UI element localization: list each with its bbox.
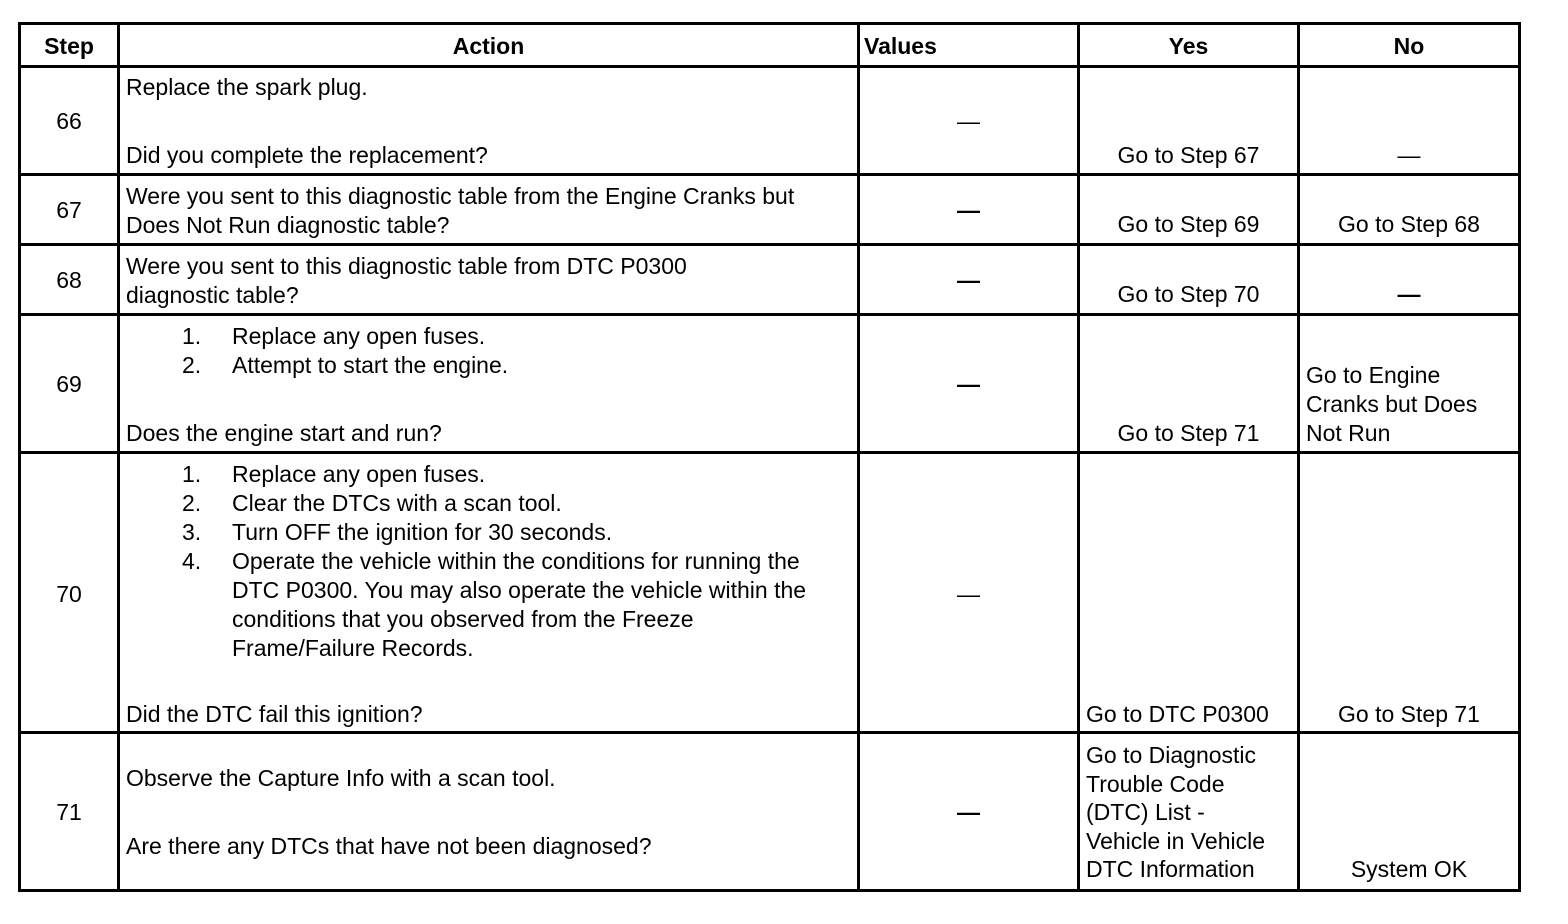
row-divider bbox=[21, 173, 1518, 176]
no-67: Go to Step 68 bbox=[1338, 211, 1480, 237]
no-70: Go to Step 71 bbox=[1338, 701, 1480, 727]
list-number: 2. bbox=[182, 490, 202, 516]
header-values: Values bbox=[864, 33, 937, 59]
yes-71-line: Trouble Code bbox=[1086, 770, 1225, 797]
yes-70: Go to DTC P0300 bbox=[1086, 701, 1269, 727]
header-yes: Yes bbox=[1168, 33, 1209, 59]
value-69: — bbox=[957, 371, 980, 397]
no-68: — bbox=[1397, 281, 1421, 307]
action-71-question: Are there any DTCs that have not been diagnosed? bbox=[126, 833, 652, 859]
list-text: Frame/Failure Records. bbox=[232, 635, 474, 661]
action-66-question: Did you complete the replacement? bbox=[126, 142, 488, 168]
action-69-list bbox=[120, 322, 857, 380]
action-67 bbox=[120, 182, 857, 240]
step-69: 69 bbox=[56, 371, 82, 397]
yes-69: Go to Step 71 bbox=[1117, 420, 1260, 446]
list-item bbox=[126, 518, 857, 547]
row-divider bbox=[21, 313, 1518, 316]
yes-71-line: (DTC) List - bbox=[1086, 799, 1205, 825]
list-item bbox=[126, 351, 857, 380]
yes-71-line: Vehicle in Vehicle bbox=[1086, 827, 1266, 854]
list-number: 2. bbox=[182, 352, 202, 378]
column-divider bbox=[857, 25, 860, 889]
action-66-instruction: Replace the spark plug. bbox=[126, 74, 368, 100]
action-68-line: Were you sent to this diagnostic table from DTC P0300 bbox=[126, 253, 687, 279]
list-item bbox=[126, 547, 857, 663]
action-70-list bbox=[120, 460, 857, 663]
row-divider bbox=[21, 451, 1518, 454]
list-text: DTC P0300. You may also operate the vehicle within the bbox=[232, 577, 807, 603]
action-71-instruction: Observe the Capture Info with a scan tool. bbox=[126, 765, 556, 791]
list-text: Operate the vehicle within the conditions for running the bbox=[232, 548, 800, 574]
no-69-line: Go to Engine bbox=[1306, 362, 1441, 388]
list-item bbox=[126, 460, 857, 489]
row-divider bbox=[21, 243, 1518, 246]
yes-71-line: DTC Information bbox=[1086, 856, 1255, 882]
row-divider bbox=[21, 731, 1518, 734]
list-number: 4. bbox=[182, 548, 202, 574]
list-text: conditions that you observed from the Freeze bbox=[232, 606, 694, 632]
header-no: No bbox=[1393, 33, 1425, 59]
value-70: — bbox=[957, 581, 980, 607]
header-action: Action bbox=[452, 33, 525, 59]
value-66: — bbox=[957, 108, 980, 134]
step-71: 71 bbox=[56, 799, 82, 825]
no-69-line: Not Run bbox=[1306, 420, 1391, 446]
value-68: — bbox=[957, 267, 980, 293]
no-69-line: Cranks but Does bbox=[1306, 391, 1478, 417]
no-69 bbox=[1300, 361, 1518, 448]
action-67-line: Were you sent to this diagnostic table from the Engine Cranks but bbox=[126, 183, 795, 209]
action-68-line: diagnostic table? bbox=[126, 282, 299, 308]
value-67: — bbox=[957, 197, 980, 223]
list-text: Clear the DTCs with a scan tool. bbox=[232, 490, 562, 516]
list-number: 3. bbox=[182, 519, 202, 545]
row-divider bbox=[21, 65, 1518, 68]
yes-67: Go to Step 69 bbox=[1117, 211, 1260, 237]
yes-71 bbox=[1080, 741, 1297, 884]
list-text: Replace any open fuses. bbox=[232, 461, 486, 487]
yes-68: Go to Step 70 bbox=[1117, 281, 1260, 307]
yes-66: Go to Step 67 bbox=[1117, 142, 1260, 168]
step-68: 68 bbox=[56, 267, 82, 293]
no-71: System OK bbox=[1350, 856, 1468, 882]
step-67: 67 bbox=[56, 197, 82, 223]
step-70: 70 bbox=[56, 581, 82, 607]
diagnostic-table bbox=[18, 22, 1521, 892]
yes-71-line: Go to Diagnostic bbox=[1086, 742, 1257, 768]
list-item bbox=[126, 322, 857, 351]
list-text: Attempt to start the engine. bbox=[232, 352, 509, 378]
value-71: — bbox=[957, 799, 980, 825]
step-66: 66 bbox=[56, 108, 82, 134]
list-text: Turn OFF the ignition for 30 seconds. bbox=[232, 519, 613, 545]
list-text: Replace any open fuses. bbox=[232, 323, 486, 349]
action-70-question: Did the DTC fail this ignition? bbox=[126, 701, 423, 727]
header-step: Step bbox=[44, 33, 94, 59]
action-69-question: Does the engine start and run? bbox=[126, 420, 442, 446]
action-67-line: Does Not Run diagnostic table? bbox=[126, 212, 450, 238]
action-68 bbox=[120, 252, 857, 310]
list-number: 1. bbox=[182, 461, 202, 487]
list-item bbox=[126, 489, 857, 518]
no-66: — bbox=[1397, 142, 1421, 168]
list-number: 1. bbox=[182, 323, 202, 349]
